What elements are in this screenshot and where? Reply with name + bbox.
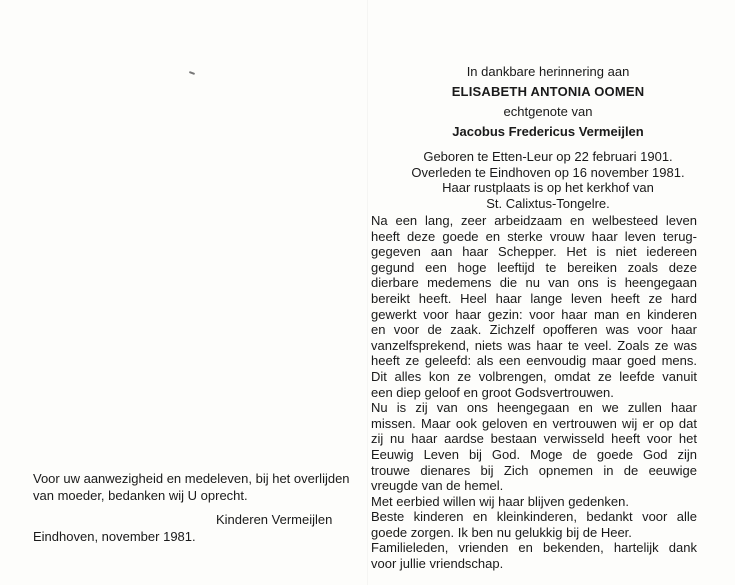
memorial-text-line: goede zorgen. Ik ben nu gelukkig bij de Heer. xyxy=(371,524,632,540)
memorial-text-line: vanzelfsprekend, niets was haar te veel. Zoals ze was xyxy=(371,337,697,353)
thanks-message xyxy=(33,470,350,504)
memorial-text-line: een diep geloof en groot Godsvertrouwen. xyxy=(371,384,614,400)
memorial-text-line: heeft deze goede en sterke vrouw haar leven terug- xyxy=(371,228,697,244)
thanks-line: Voor uw aanwezigheid en medeleven, bij het overlijden xyxy=(33,471,350,486)
place-date: Eindhoven, november 1981. xyxy=(33,529,196,544)
print-speck xyxy=(189,71,195,75)
bio-line: St. Calixtus-Tongelre. xyxy=(486,195,610,211)
memorial-text-line: voor jullie vriendschap. xyxy=(371,556,504,572)
memorial-text-line: heeft ze geleefd: als een eenvoudig maar goed mens. xyxy=(371,353,697,369)
bio-block xyxy=(400,149,696,211)
bio-line: Geboren te Etten-Leur op 22 februari 1901. xyxy=(423,149,673,164)
memorial-text-line: Familieleden, vrienden en bekenden, hartelijk dank xyxy=(371,540,697,556)
memorial-text-line: missen. Maar ook geloven en vertrouwen wij er op dat xyxy=(371,415,697,431)
bio-line: Overleden te Eindhoven op 16 november 1981. xyxy=(411,164,685,180)
memorial-header xyxy=(400,62,696,211)
spouse-name: Jacobus Fredericus Vermeijlen xyxy=(452,124,644,139)
memorial-text-line: trouwe dienares bij Zich opnemen in de eeuwige xyxy=(371,462,697,478)
memorial-text-line: vreugde van de hemel. xyxy=(371,478,504,494)
fold-line xyxy=(367,0,368,585)
bio-line: Haar rustplaats is op het kerkhof van xyxy=(442,180,654,195)
thanks-line: van moeder, bedanken wij U oprecht. xyxy=(33,488,248,503)
memorial-text-line: gewerkt voor haar gezin: voor haar man en kinderen xyxy=(371,306,697,322)
memorial-text-line: gegeven aan haar Schepper. Het is niet iedereen xyxy=(371,244,697,260)
family-signature: Kinderen Vermeijlen xyxy=(216,512,333,527)
memorial-text-line: Dit alles kon ze volbrengen, omdat ze leefde vanuit xyxy=(371,368,697,384)
memorial-text-line: bereikt heeft. Heel haar lange leven heeft ze hard xyxy=(371,290,697,306)
memorial-text-line: Met eerbied willen wij haar blijven gedenken. xyxy=(371,493,629,509)
memorial-text-line: Beste kinderen en kleinkinderen, bedankt voor alle xyxy=(371,509,697,525)
memorial-text-line: zij nu haar aardse bestaan verwisseld heeft voor het xyxy=(371,431,697,447)
spouse-label: echtgenote van xyxy=(503,104,593,119)
memorial-text xyxy=(371,213,697,572)
memorial-text-line: dierbare medemens die nu van ons is heengegaan xyxy=(371,275,697,291)
memorial-text-line: Nu is zij van ons heengegaan en we zullen haar xyxy=(371,400,697,416)
memorial-text-line: gegund een hoge leeftijd te bereiken zoals deze xyxy=(371,259,697,275)
memorial-text-line: Na een lang, zeer arbeidzaam en welbesteed leven xyxy=(371,213,697,228)
deceased-name: ELISABETH ANTONIA OOMEN xyxy=(451,84,645,99)
memorial-text-line: en voor de zaak. Zichzelf opofferen was voor haar xyxy=(371,322,697,338)
memorial-text-line: Eeuwig Leven bij God. Moge de goede God zijn xyxy=(371,446,697,462)
intro-text: In dankbare herinnering aan xyxy=(466,64,630,79)
